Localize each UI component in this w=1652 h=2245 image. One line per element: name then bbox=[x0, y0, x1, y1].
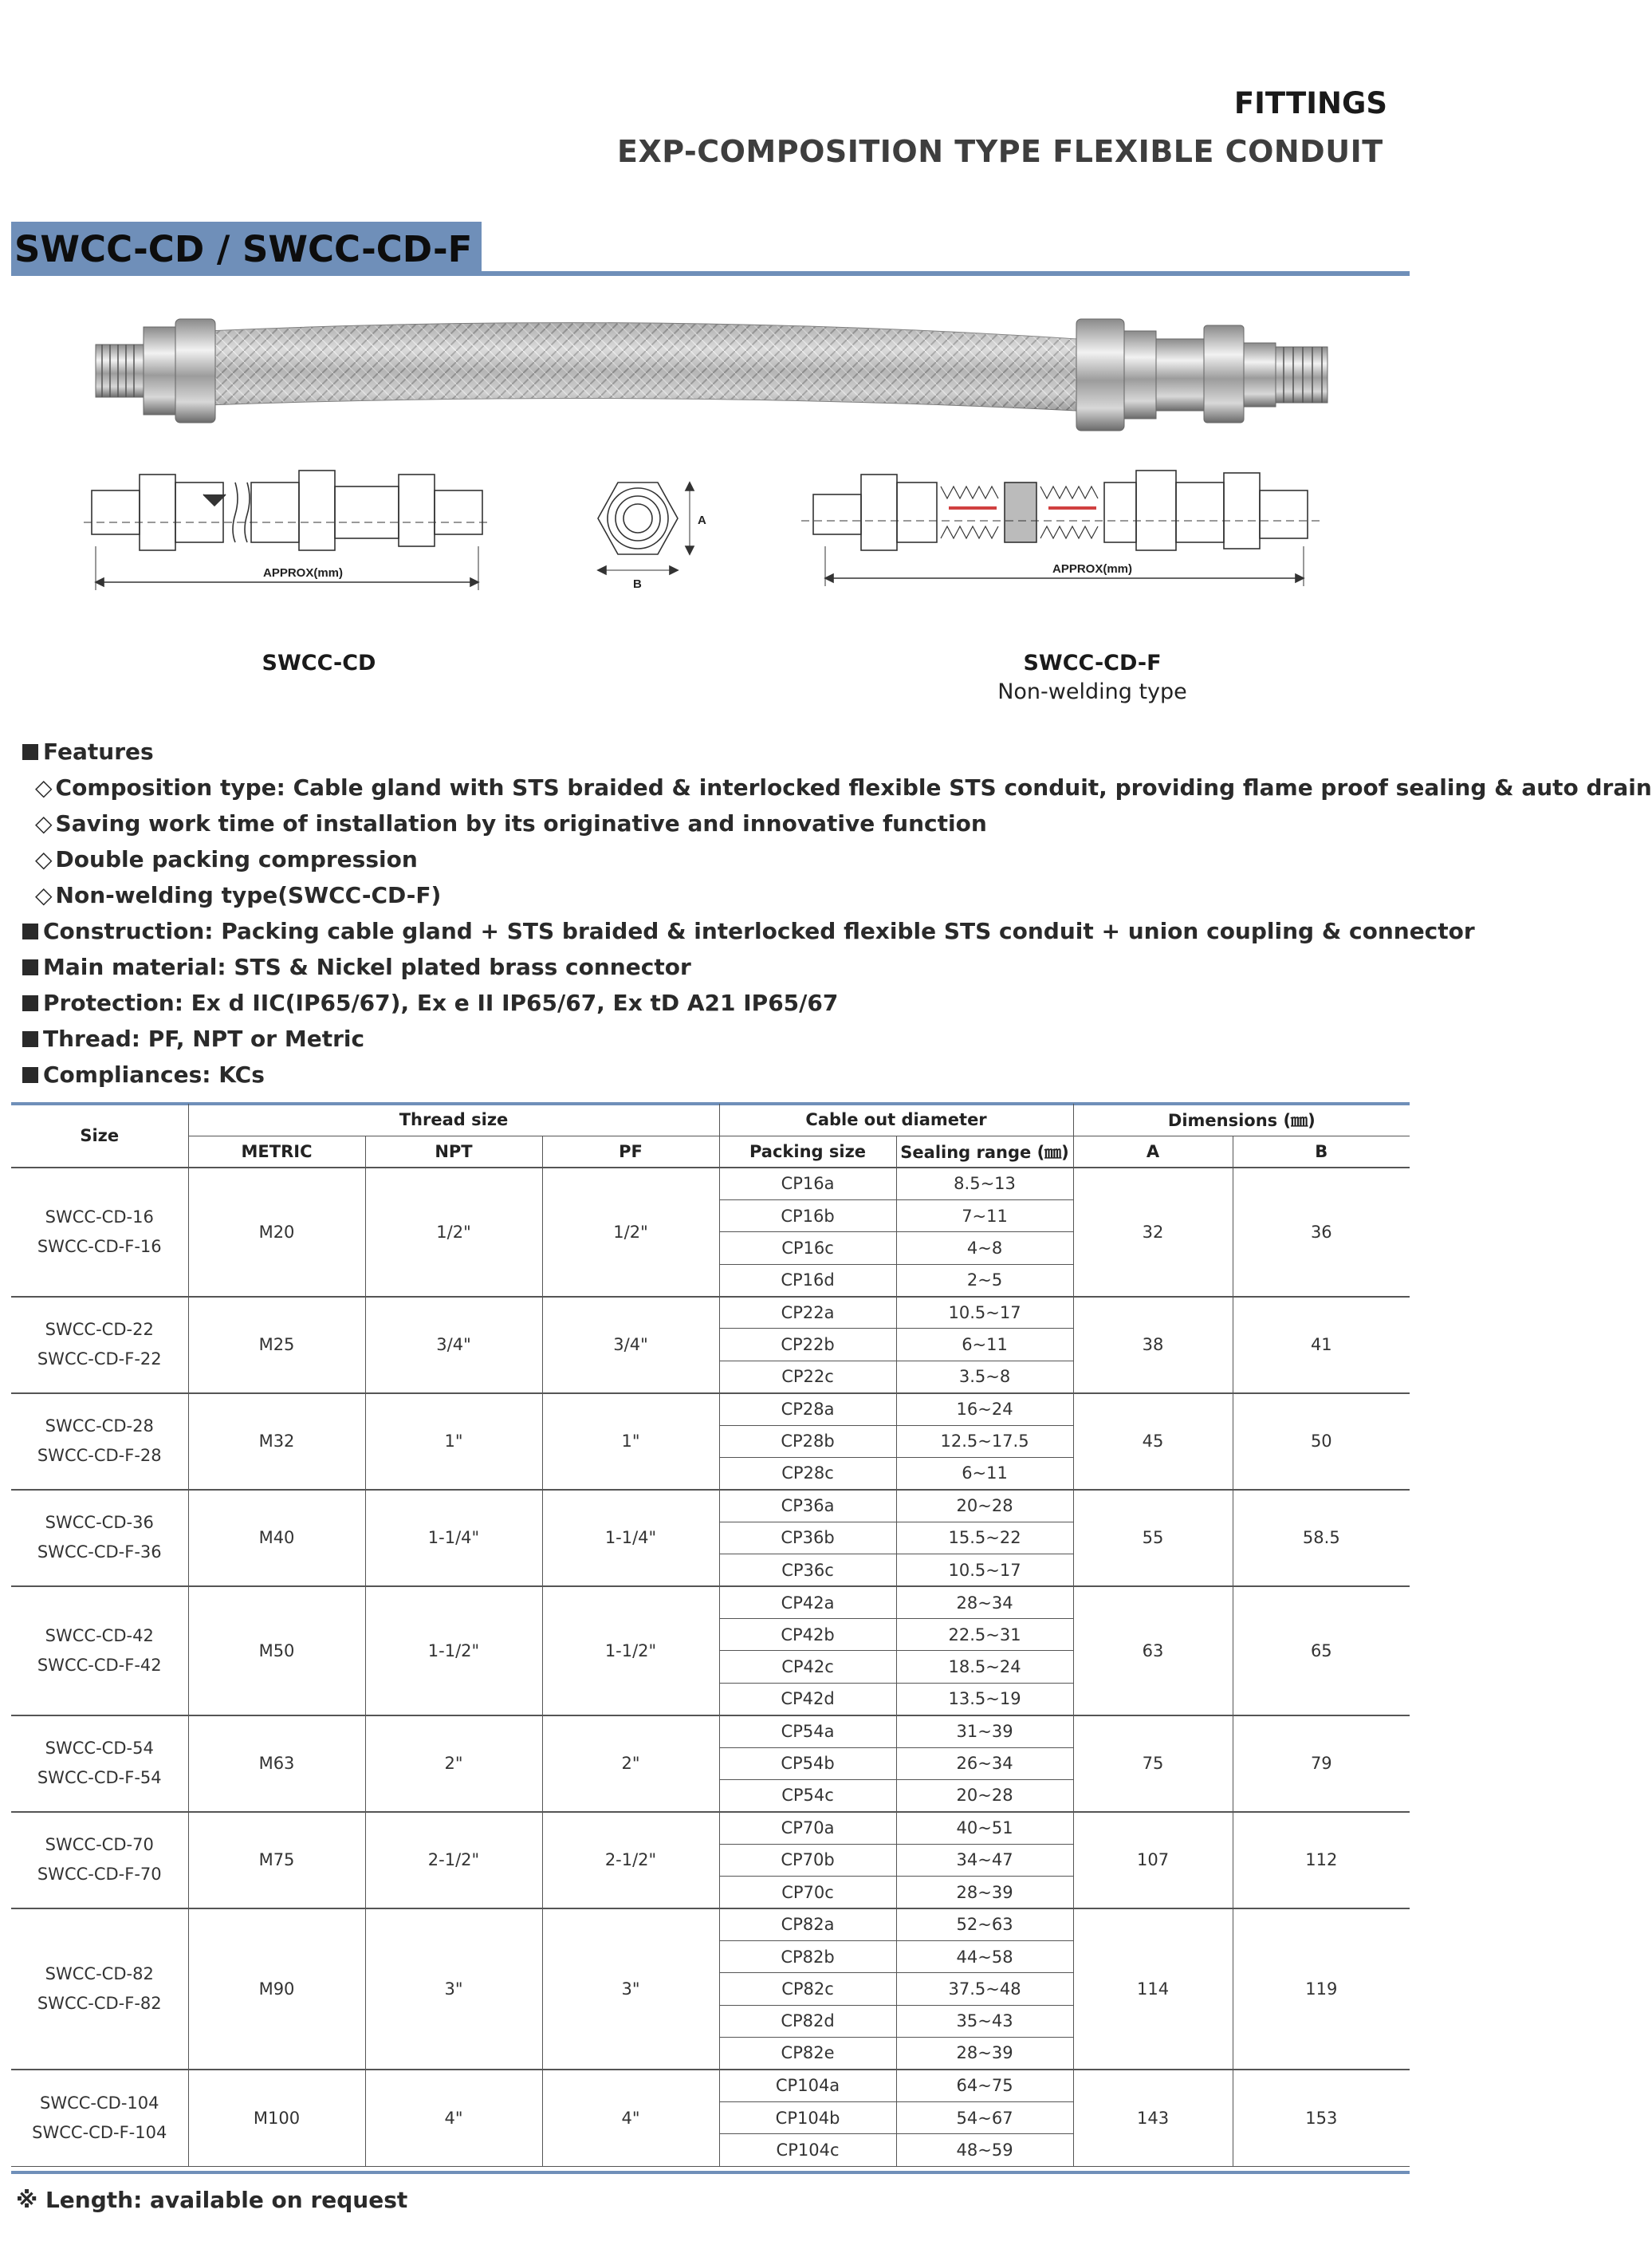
square-bullet-icon bbox=[22, 1031, 38, 1047]
packing-size-cell: CP82b bbox=[719, 1940, 896, 1972]
npt-cell: 1/2" bbox=[365, 1168, 542, 1297]
sealing-range-cell: 48~59 bbox=[896, 2134, 1073, 2166]
npt-cell: 3" bbox=[365, 1908, 542, 2070]
sealing-range-cell: 64~75 bbox=[896, 2070, 1073, 2101]
dimension-b-cell: 119 bbox=[1233, 1908, 1410, 2070]
packing-size-cell: CP28b bbox=[719, 1425, 896, 1457]
packing-size-cell: CP70a bbox=[719, 1812, 896, 1844]
table-row bbox=[11, 1393, 1410, 1425]
packing-size-cell: CP82c bbox=[719, 1973, 896, 2005]
packing-size-cell: CP36c bbox=[719, 1554, 896, 1586]
sealing-range-cell: 22.5~31 bbox=[896, 1618, 1073, 1650]
npt-cell: 1-1/4" bbox=[365, 1490, 542, 1586]
sealing-range-cell: 28~34 bbox=[896, 1586, 1073, 1618]
pf-cell: 3/4" bbox=[542, 1297, 719, 1393]
dimension-a-cell: 45 bbox=[1073, 1393, 1233, 1490]
footnote: ※ Length: available on request bbox=[16, 2187, 408, 2213]
dimension-a-label: A bbox=[698, 514, 706, 527]
table-row bbox=[11, 2070, 1410, 2101]
metric-cell: M75 bbox=[188, 1812, 365, 1908]
size-model: SWCC-CD-70 bbox=[45, 1835, 154, 1855]
packing-size-cell: CP54c bbox=[719, 1779, 896, 1811]
col-pf: PF bbox=[542, 1136, 719, 1168]
size-cell bbox=[11, 1297, 188, 1393]
dimension-b-cell: 153 bbox=[1233, 2070, 1410, 2166]
model-underline bbox=[11, 271, 1410, 276]
spec-material: Main material: STS & Nickel plated brass connector bbox=[22, 949, 1410, 985]
caption-non-welding: Non-welding type bbox=[997, 679, 1187, 704]
table-row bbox=[11, 1586, 1410, 1618]
size-model: SWCC-CD-42 bbox=[45, 1625, 154, 1645]
approx-label-right: APPROX(mm) bbox=[1052, 562, 1133, 576]
sealing-range-cell: 37.5~48 bbox=[896, 1973, 1073, 2005]
packing-size-cell: CP36a bbox=[719, 1490, 896, 1522]
size-cell bbox=[11, 2070, 188, 2166]
sealing-range-cell: 31~39 bbox=[896, 1715, 1073, 1747]
sealing-range-cell: 10.5~17 bbox=[896, 1297, 1073, 1329]
pf-cell: 1-1/4" bbox=[542, 1490, 719, 1586]
sealing-range-cell: 6~11 bbox=[896, 1458, 1073, 1490]
sealing-range-cell: 6~11 bbox=[896, 1329, 1073, 1361]
spec-compliances: Compliances: KCs bbox=[22, 1057, 1410, 1093]
table-row bbox=[11, 1908, 1410, 1940]
spec-table-body bbox=[11, 1168, 1410, 2166]
sealing-range-cell: 52~63 bbox=[896, 1908, 1073, 1940]
features-heading: Features bbox=[22, 734, 1410, 770]
size-model: SWCC-CD-36 bbox=[45, 1513, 154, 1533]
size-model: SWCC-CD-28 bbox=[45, 1416, 154, 1436]
col-dim-a: A bbox=[1073, 1136, 1233, 1168]
caption-swcc-cd: SWCC-CD bbox=[262, 651, 376, 675]
packing-size-cell: CP16d bbox=[719, 1264, 896, 1296]
feature-item: ◇ Composition type: Cable gland with STS braided & interlocked flexible STS conduit, providing flame proof sealing & auto drain bbox=[22, 770, 1410, 805]
packing-size-cell: CP54a bbox=[719, 1715, 896, 1747]
dimension-a-cell: 107 bbox=[1073, 1812, 1233, 1908]
npt-cell: 4" bbox=[365, 2070, 542, 2166]
npt-cell: 2-1/2" bbox=[365, 1812, 542, 1908]
sealing-range-cell: 18.5~24 bbox=[896, 1651, 1073, 1683]
size-model-f: SWCC-CD-F-82 bbox=[37, 1993, 162, 2013]
sealing-range-cell: 28~39 bbox=[896, 2038, 1073, 2070]
metric-cell: M63 bbox=[188, 1715, 365, 1812]
size-cell bbox=[11, 1586, 188, 1715]
sealing-range-cell: 34~47 bbox=[896, 1844, 1073, 1876]
size-model: SWCC-CD-22 bbox=[45, 1320, 154, 1340]
dimension-b-cell: 50 bbox=[1233, 1393, 1410, 1490]
packing-size-cell: CP22a bbox=[719, 1297, 896, 1329]
square-bullet-icon bbox=[22, 924, 38, 939]
packing-size-cell: CP104b bbox=[719, 2101, 896, 2133]
packing-size-cell: CP70b bbox=[719, 1844, 896, 1876]
pf-cell: 1-1/2" bbox=[542, 1586, 719, 1715]
dimension-a-cell: 32 bbox=[1073, 1168, 1233, 1297]
packing-size-cell: CP104c bbox=[719, 2134, 896, 2166]
sealing-range-cell: 15.5~22 bbox=[896, 1522, 1073, 1554]
col-size: Size bbox=[11, 1104, 188, 1168]
dimension-b-cell: 112 bbox=[1233, 1812, 1410, 1908]
product-photo bbox=[88, 295, 1339, 447]
size-model-f: SWCC-CD-F-16 bbox=[37, 1236, 162, 1256]
sealing-range-cell: 26~34 bbox=[896, 1747, 1073, 1779]
packing-size-cell: CP82a bbox=[719, 1908, 896, 1940]
packing-size-cell: CP16c bbox=[719, 1232, 896, 1264]
size-model-f: SWCC-CD-F-36 bbox=[37, 1542, 162, 1562]
size-cell bbox=[11, 1490, 188, 1586]
size-cell bbox=[11, 1393, 188, 1490]
packing-size-cell: CP16a bbox=[719, 1168, 896, 1199]
pf-cell: 4" bbox=[542, 2070, 719, 2166]
col-packing-size: Packing size bbox=[719, 1136, 896, 1168]
packing-size-cell: CP22b bbox=[719, 1329, 896, 1361]
size-model-f: SWCC-CD-F-54 bbox=[37, 1768, 162, 1788]
col-thread-size: Thread size bbox=[188, 1104, 719, 1136]
technical-drawings bbox=[80, 451, 1355, 618]
table-bottom-rule bbox=[11, 2171, 1410, 2174]
sealing-range-cell: 54~67 bbox=[896, 2101, 1073, 2133]
feature-item: ◇ Non-welding type(SWCC-CD-F) bbox=[22, 877, 1410, 913]
table-row bbox=[11, 1715, 1410, 1747]
packing-size-cell: CP42d bbox=[719, 1683, 896, 1715]
spec-table bbox=[11, 1104, 1410, 2167]
npt-cell: 3/4" bbox=[365, 1297, 542, 1393]
diamond-bullet-icon: ◇ bbox=[35, 882, 53, 908]
packing-size-cell: CP22c bbox=[719, 1361, 896, 1392]
col-metric: METRIC bbox=[188, 1136, 365, 1168]
pf-cell: 2-1/2" bbox=[542, 1812, 719, 1908]
pf-cell: 1/2" bbox=[542, 1168, 719, 1297]
square-bullet-icon bbox=[22, 744, 38, 760]
npt-cell: 1" bbox=[365, 1393, 542, 1490]
diamond-bullet-icon: ◇ bbox=[35, 774, 53, 801]
size-cell bbox=[11, 1812, 188, 1908]
packing-size-cell: CP42c bbox=[719, 1651, 896, 1683]
sealing-range-cell: 12.5~17.5 bbox=[896, 1425, 1073, 1457]
spec-construction: Construction: Packing cable gland + STS braided & interlocked flexible STS conduit + union coupling & connector bbox=[22, 913, 1410, 949]
packing-size-cell: CP28a bbox=[719, 1393, 896, 1425]
model-name: SWCC-CD / SWCC-CD-F bbox=[14, 228, 473, 270]
feature-item: ◇ Double packing compression bbox=[22, 841, 1410, 877]
col-sealing-range: Sealing range (㎜) bbox=[896, 1136, 1073, 1168]
pf-cell: 1" bbox=[542, 1393, 719, 1490]
sealing-range-cell: 20~28 bbox=[896, 1490, 1073, 1522]
caption-swcc-cd-f: SWCC-CD-F bbox=[1023, 651, 1162, 675]
sealing-range-cell: 44~58 bbox=[896, 1940, 1073, 1972]
category-label: FITTINGS bbox=[1233, 86, 1387, 120]
packing-size-cell: CP54b bbox=[719, 1747, 896, 1779]
diamond-bullet-icon: ◇ bbox=[35, 846, 53, 872]
sealing-range-cell: 35~43 bbox=[896, 2005, 1073, 2037]
metric-cell: M90 bbox=[188, 1908, 365, 2070]
col-npt: NPT bbox=[365, 1136, 542, 1168]
sealing-range-cell: 3.5~8 bbox=[896, 1361, 1073, 1392]
packing-size-cell: CP82e bbox=[719, 2038, 896, 2070]
metric-cell: M50 bbox=[188, 1586, 365, 1715]
packing-size-cell: CP70c bbox=[719, 1877, 896, 1908]
pf-cell: 3" bbox=[542, 1908, 719, 2070]
dimension-a-cell: 143 bbox=[1073, 2070, 1233, 2166]
dimension-b-cell: 41 bbox=[1233, 1297, 1410, 1393]
dimension-b-cell: 58.5 bbox=[1233, 1490, 1410, 1586]
dimension-a-cell: 75 bbox=[1073, 1715, 1233, 1812]
metric-cell: M25 bbox=[188, 1297, 365, 1393]
size-cell bbox=[11, 1908, 188, 2070]
metric-cell: M32 bbox=[188, 1393, 365, 1490]
square-bullet-icon bbox=[22, 1067, 38, 1083]
packing-size-cell: CP42b bbox=[719, 1618, 896, 1650]
approx-label-left: APPROX(mm) bbox=[263, 566, 344, 580]
square-bullet-icon bbox=[22, 959, 38, 975]
dimension-b-cell: 36 bbox=[1233, 1168, 1410, 1297]
sealing-range-cell: 20~28 bbox=[896, 1779, 1073, 1811]
size-model-f: SWCC-CD-F-42 bbox=[37, 1655, 162, 1675]
npt-cell: 1-1/2" bbox=[365, 1586, 542, 1715]
category-heading bbox=[1234, 86, 1387, 120]
size-model-f: SWCC-CD-F-104 bbox=[32, 2122, 167, 2142]
sealing-range-cell: 16~24 bbox=[896, 1393, 1073, 1425]
size-cell bbox=[11, 1168, 188, 1297]
packing-size-cell: CP42a bbox=[719, 1586, 896, 1618]
diamond-bullet-icon: ◇ bbox=[35, 810, 53, 837]
table-row bbox=[11, 1168, 1410, 1199]
dimension-b-label: B bbox=[633, 577, 642, 591]
packing-size-cell: CP36b bbox=[719, 1522, 896, 1554]
packing-size-cell: CP16b bbox=[719, 1199, 896, 1231]
dimension-a-cell: 63 bbox=[1073, 1586, 1233, 1715]
size-model: SWCC-CD-82 bbox=[45, 1963, 154, 1983]
sealing-range-cell: 28~39 bbox=[896, 1877, 1073, 1908]
size-model: SWCC-CD-104 bbox=[40, 2093, 159, 2113]
dimension-a-cell: 38 bbox=[1073, 1297, 1233, 1393]
metric-cell: M40 bbox=[188, 1490, 365, 1586]
spec-thread: Thread: PF, NPT or Metric bbox=[22, 1021, 1410, 1057]
sealing-range-cell: 10.5~17 bbox=[896, 1554, 1073, 1586]
metric-cell: M20 bbox=[188, 1168, 365, 1297]
features-section bbox=[22, 734, 1652, 1093]
sealing-range-cell: 7~11 bbox=[896, 1199, 1073, 1231]
dimension-a-cell: 55 bbox=[1073, 1490, 1233, 1586]
size-model: SWCC-CD-16 bbox=[45, 1207, 154, 1227]
table-row bbox=[11, 1490, 1410, 1522]
sealing-range-cell: 40~51 bbox=[896, 1812, 1073, 1844]
page-title: EXP-COMPOSITION TYPE FLEXIBLE CONDUIT bbox=[617, 134, 1383, 169]
model-banner bbox=[11, 222, 1410, 278]
table-row bbox=[11, 1297, 1410, 1329]
size-model-f: SWCC-CD-F-70 bbox=[37, 1865, 162, 1885]
metric-cell: M100 bbox=[188, 2070, 365, 2166]
size-model: SWCC-CD-54 bbox=[45, 1739, 154, 1759]
sealing-range-cell: 4~8 bbox=[896, 1232, 1073, 1264]
col-dimensions: Dimensions (㎜) bbox=[1073, 1104, 1410, 1136]
packing-size-cell: CP104a bbox=[719, 2070, 896, 2101]
size-cell bbox=[11, 1715, 188, 1812]
square-bullet-icon bbox=[22, 995, 38, 1011]
spec-protection: Protection: Ex d IIC(IP65/67), Ex e II IP65/67, Ex tD A21 IP65/67 bbox=[22, 985, 1410, 1021]
dimension-a-cell: 114 bbox=[1073, 1908, 1233, 2070]
size-model-f: SWCC-CD-F-22 bbox=[37, 1349, 162, 1369]
dimension-b-cell: 79 bbox=[1233, 1715, 1410, 1812]
size-model-f: SWCC-CD-F-28 bbox=[37, 1446, 162, 1466]
sealing-range-cell: 2~5 bbox=[896, 1264, 1073, 1296]
packing-size-cell: CP28c bbox=[719, 1458, 896, 1490]
col-cable-out-diameter: Cable out diameter bbox=[719, 1104, 1073, 1136]
sealing-range-cell: 8.5~13 bbox=[896, 1168, 1073, 1199]
npt-cell: 2" bbox=[365, 1715, 542, 1812]
table-row bbox=[11, 1812, 1410, 1844]
dimension-b-cell: 65 bbox=[1233, 1586, 1410, 1715]
packing-size-cell: CP82d bbox=[719, 2005, 896, 2037]
feature-item: ◇ Saving work time of installation by its originative and innovative function bbox=[22, 805, 1410, 841]
col-dim-b: B bbox=[1233, 1136, 1410, 1168]
pf-cell: 2" bbox=[542, 1715, 719, 1812]
sealing-range-cell: 13.5~19 bbox=[896, 1683, 1073, 1715]
